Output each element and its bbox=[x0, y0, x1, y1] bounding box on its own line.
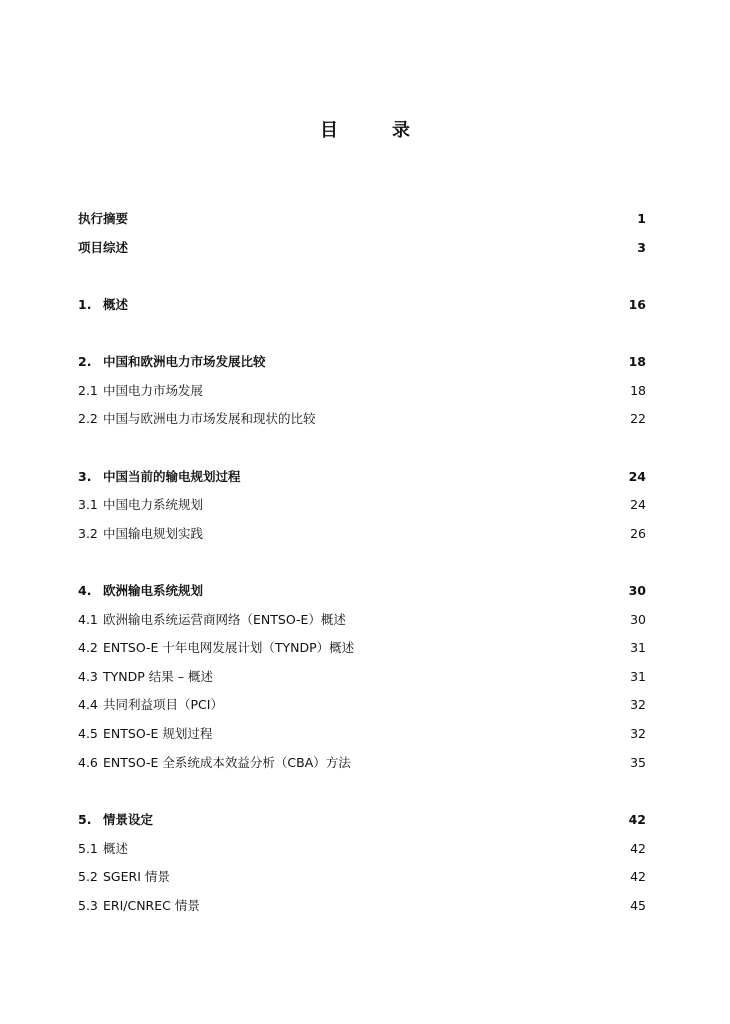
toc-entry-executive-summary[interactable] bbox=[78, 209, 646, 229]
toc-entry-section-5-1[interactable] bbox=[78, 839, 646, 859]
toc-entry-page: 18 bbox=[630, 383, 646, 398]
toc-entry-label: TYNDP 结果 – 概述 bbox=[103, 669, 213, 684]
toc-entry-label: ENTSO-E 全系统成本效益分析（CBA）方法 bbox=[103, 755, 351, 770]
toc-entry-number: 4.2 bbox=[78, 640, 98, 655]
toc-entry-page: 18 bbox=[628, 354, 646, 369]
toc-entry-page: 16 bbox=[628, 297, 646, 312]
toc-entry-section-3-1[interactable] bbox=[78, 495, 646, 515]
toc-entry-number: 2. bbox=[78, 354, 92, 369]
toc-entry-page: 42 bbox=[630, 869, 646, 884]
toc-entry-label: 中国电力市场发展 bbox=[103, 383, 204, 398]
toc-entry-number: 4.4 bbox=[78, 697, 98, 712]
toc-entry-page: 42 bbox=[628, 812, 646, 827]
toc-entry-label: ENTSO-E 规划过程 bbox=[103, 726, 213, 741]
toc-entry-label: 中国当前的输电规划过程 bbox=[103, 469, 241, 484]
toc-entry-label: ERI/CNREC 情景 bbox=[103, 898, 200, 913]
toc-entry-label: 中国输电规划实践 bbox=[103, 526, 204, 541]
toc-entry-label: 情景设定 bbox=[103, 812, 154, 827]
toc-entry-number: 3. bbox=[78, 469, 92, 484]
toc-entry-section-4-5[interactable] bbox=[78, 724, 646, 744]
toc-entry-page: 24 bbox=[630, 497, 646, 512]
toc-entry-section-4-1[interactable] bbox=[78, 610, 646, 630]
toc-entry-number: 4.3 bbox=[78, 669, 98, 684]
toc-entry-page: 22 bbox=[630, 411, 646, 426]
toc-entry-number: 5.1 bbox=[78, 841, 98, 856]
page-title: 目 录 bbox=[320, 120, 428, 141]
toc-entry-page: 32 bbox=[630, 697, 646, 712]
toc-entry-section-2-1[interactable] bbox=[78, 381, 646, 401]
toc-entry-number: 2.1 bbox=[78, 383, 98, 398]
toc-entry-number: 5. bbox=[78, 812, 92, 827]
toc-entry-label: 概述 bbox=[103, 841, 129, 856]
toc-entry-number: 2.2 bbox=[78, 411, 98, 426]
toc-entry-page: 35 bbox=[630, 755, 646, 770]
toc-entry-page: 1 bbox=[637, 211, 646, 226]
toc-entry-number: 5.3 bbox=[78, 898, 98, 913]
toc-entry-chapter-2[interactable] bbox=[78, 352, 646, 372]
toc-entry-chapter-3[interactable] bbox=[78, 467, 646, 487]
toc-entry-page: 45 bbox=[630, 898, 646, 913]
toc-entry-page: 31 bbox=[630, 640, 646, 655]
toc-entry-section-5-3[interactable] bbox=[78, 896, 646, 916]
toc-entry-number: 4.5 bbox=[78, 726, 98, 741]
toc-entry-label: 项目综述 bbox=[78, 240, 129, 255]
toc-entry-label: 中国与欧洲电力市场发展和现状的比较 bbox=[103, 411, 316, 426]
toc-entry-page: 30 bbox=[628, 583, 646, 598]
toc-entry-section-4-6[interactable] bbox=[78, 753, 646, 773]
toc-entry-label: 概述 bbox=[103, 297, 129, 312]
toc-entry-label: 执行摘要 bbox=[78, 211, 129, 226]
toc-entry-page: 42 bbox=[630, 841, 646, 856]
toc-entry-number: 4.6 bbox=[78, 755, 98, 770]
toc-entry-number: 3.1 bbox=[78, 497, 98, 512]
toc-entry-section-5-2[interactable] bbox=[78, 867, 646, 887]
toc-entry-page: 26 bbox=[630, 526, 646, 541]
toc-entry-label: 欧洲输电系统规划 bbox=[103, 583, 204, 598]
toc-entry-section-4-3[interactable] bbox=[78, 667, 646, 687]
toc-entry-label: 中国电力系统规划 bbox=[103, 497, 204, 512]
table-of-contents bbox=[78, 0, 646, 1024]
toc-entry-chapter-5[interactable] bbox=[78, 810, 646, 830]
toc-entry-page: 24 bbox=[628, 469, 646, 484]
toc-entry-section-2-2[interactable] bbox=[78, 409, 646, 429]
toc-entry-number: 4. bbox=[78, 583, 92, 598]
toc-entry-label: 共同利益项目（PCI） bbox=[103, 697, 223, 712]
toc-entry-section-4-2[interactable] bbox=[78, 638, 646, 658]
toc-entry-label: SGERI 情景 bbox=[103, 869, 170, 884]
toc-entry-label: 欧洲输电系统运营商网络（ENTSO-E）概述 bbox=[103, 612, 346, 627]
toc-entry-number: 5.2 bbox=[78, 869, 98, 884]
toc-entry-page: 32 bbox=[630, 726, 646, 741]
toc-entry-number: 1. bbox=[78, 297, 92, 312]
toc-entry-number: 3.2 bbox=[78, 526, 98, 541]
toc-entry-page: 31 bbox=[630, 669, 646, 684]
toc-entry-page: 30 bbox=[630, 612, 646, 627]
toc-entry-label: ENTSO-E 十年电网发展计划（TYNDP）概述 bbox=[103, 640, 355, 655]
toc-entry-page: 3 bbox=[637, 240, 646, 255]
toc-entry-project-overview[interactable] bbox=[78, 238, 646, 258]
toc-entry-label: 中国和欧洲电力市场发展比较 bbox=[103, 354, 266, 369]
toc-entry-section-3-2[interactable] bbox=[78, 524, 646, 544]
toc-entry-number: 4.1 bbox=[78, 612, 98, 627]
toc-entry-section-4-4[interactable] bbox=[78, 695, 646, 715]
toc-entry-chapter-1[interactable] bbox=[78, 295, 646, 315]
toc-entry-chapter-4[interactable] bbox=[78, 581, 646, 601]
